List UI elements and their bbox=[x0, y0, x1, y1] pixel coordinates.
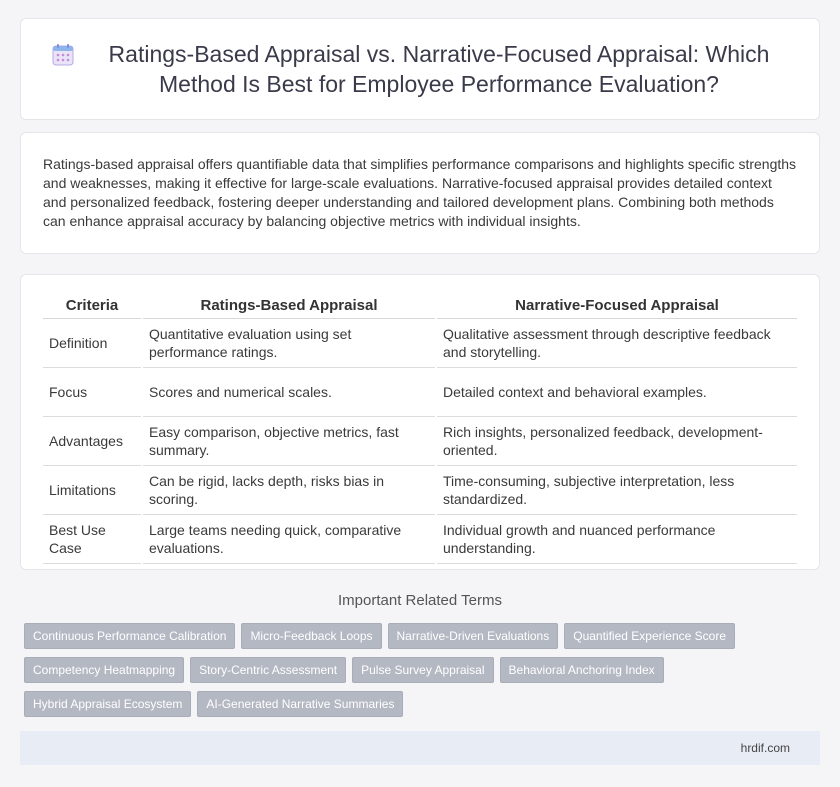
footer bbox=[20, 731, 820, 765]
related-terms-section bbox=[20, 592, 820, 717]
ratings-cell: Easy comparison, objective metrics, fast summary. bbox=[143, 417, 435, 466]
related-term-tag[interactable]: Micro-Feedback Loops bbox=[241, 623, 381, 649]
criteria-cell: Best Use Case bbox=[43, 515, 141, 564]
comparison-table bbox=[41, 291, 799, 564]
related-term-tag[interactable]: Narrative-Driven Evaluations bbox=[388, 623, 559, 649]
ratings-cell: Quantitative evaluation using set performance ratings. bbox=[143, 319, 435, 368]
summary-text: Ratings-based appraisal offers quantifiable data that simplifies performance comparisons and highlights specific strengths and weaknesses, making it effective for large-scale evaluations. Narrative-focused appraisal provides detailed context and personalized feedback, fostering deeper understanding and tailored development plans. Combining both methods can enhance appraisal accuracy by balancing objective metrics with individual insights. bbox=[43, 156, 797, 229]
table-row bbox=[43, 417, 797, 466]
table-row bbox=[43, 466, 797, 515]
criteria-cell: Focus bbox=[43, 368, 141, 417]
header-ratings-based: Ratings-Based Appraisal bbox=[143, 291, 435, 319]
criteria-cell: Limitations bbox=[43, 466, 141, 515]
narrative-cell: Qualitative assessment through descriptive feedback and storytelling. bbox=[437, 319, 797, 368]
summary-card bbox=[20, 132, 820, 254]
table-row bbox=[43, 368, 797, 417]
related-term-tag[interactable]: Quantified Experience Score bbox=[564, 623, 735, 649]
ratings-cell: Scores and numerical scales. bbox=[143, 368, 435, 417]
related-terms-tags bbox=[20, 623, 820, 717]
footer-site[interactable]: hrdif.com bbox=[740, 741, 790, 755]
narrative-cell: Detailed context and behavioral examples. bbox=[437, 368, 797, 417]
related-term-tag[interactable]: Behavioral Anchoring Index bbox=[500, 657, 664, 683]
ratings-cell: Large teams needing quick, comparative evaluations. bbox=[143, 515, 435, 564]
title-card bbox=[20, 18, 820, 120]
ratings-cell: Can be rigid, lacks depth, risks bias in scoring. bbox=[143, 466, 435, 515]
criteria-cell: Definition bbox=[43, 319, 141, 368]
related-term-tag[interactable]: Hybrid Appraisal Ecosystem bbox=[24, 691, 191, 717]
narrative-cell: Time-consuming, subjective interpretation, less standardized. bbox=[437, 466, 797, 515]
criteria-cell: Advantages bbox=[43, 417, 141, 466]
table-row bbox=[43, 515, 797, 564]
header-narrative-focused: Narrative-Focused Appraisal bbox=[437, 291, 797, 319]
narrative-cell: Individual growth and nuanced performance understanding. bbox=[437, 515, 797, 564]
related-terms-heading: Important Related Terms bbox=[338, 592, 502, 609]
comparison-table-card bbox=[20, 274, 820, 570]
page-title: Ratings-Based Appraisal vs. Narrative-Focused Appraisal: Which Method Is Best for Employee Performance Evaluation? bbox=[108, 41, 770, 97]
table-header-row bbox=[43, 291, 797, 319]
related-term-tag[interactable]: Story-Centric Assessment bbox=[190, 657, 346, 683]
narrative-cell: Rich insights, personalized feedback, development-oriented. bbox=[437, 417, 797, 466]
related-term-tag[interactable]: Continuous Performance Calibration bbox=[24, 623, 235, 649]
related-term-tag[interactable]: AI-Generated Narrative Summaries bbox=[197, 691, 403, 717]
table-row bbox=[43, 319, 797, 368]
calendar-icon bbox=[51, 43, 75, 67]
related-term-tag[interactable]: Pulse Survey Appraisal bbox=[352, 657, 493, 683]
header-criteria: Criteria bbox=[43, 291, 141, 319]
related-term-tag[interactable]: Competency Heatmapping bbox=[24, 657, 184, 683]
